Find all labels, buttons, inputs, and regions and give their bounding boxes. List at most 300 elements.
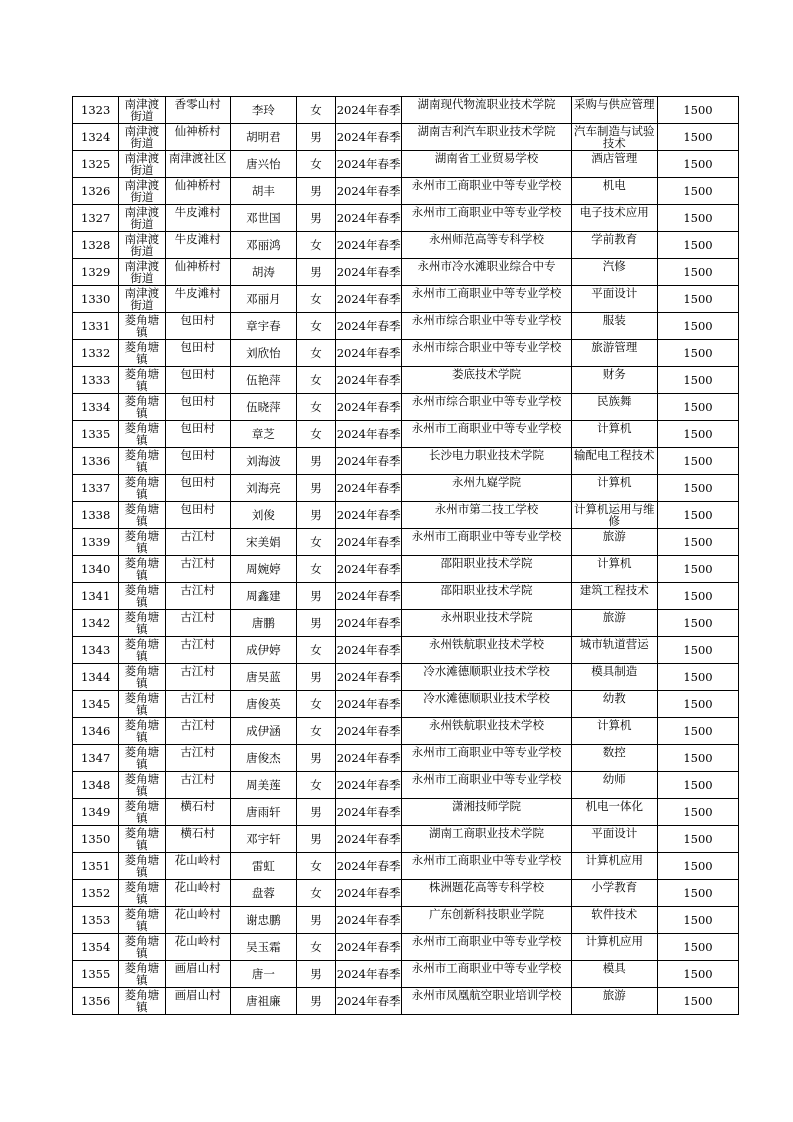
amount-cell-text: 1500 <box>683 346 713 360</box>
school-cell <box>402 988 571 1015</box>
gender-cell <box>297 853 336 880</box>
student-name-cell-text: 成伊涵 <box>246 724 281 738</box>
village-cell-text: 牛皮滩村 <box>174 206 221 219</box>
amount-cell-text: 1500 <box>683 238 713 252</box>
major-cell <box>571 637 657 664</box>
row-number-cell-text: 1354 <box>81 940 111 954</box>
row-number-cell <box>73 97 119 124</box>
gender-cell-text: 女 <box>310 859 322 873</box>
major-cell <box>571 124 657 151</box>
school-cell-text: 永州九嶷学院 <box>451 476 521 489</box>
village-cell-text: 画眉山村 <box>174 962 221 975</box>
term-cell <box>335 961 401 988</box>
student-name-cell-text: 唐兴怡 <box>246 157 281 171</box>
row-number-cell <box>73 934 119 961</box>
major-cell-text: 机电一体化 <box>585 800 644 813</box>
amount-cell <box>657 772 738 799</box>
school-cell <box>402 826 571 853</box>
village-cell-text: 花山岭村 <box>174 908 221 921</box>
gender-cell <box>297 637 336 664</box>
student-name-cell <box>230 826 296 853</box>
town-cell <box>119 880 165 907</box>
student-name-cell-text: 伍艳萍 <box>246 373 281 387</box>
term-cell <box>335 124 401 151</box>
school-cell-text: 永州市工商职业中等专业学校 <box>411 746 562 759</box>
term-cell-text: 2024年春季 <box>336 373 401 387</box>
amount-cell-text: 1500 <box>683 832 713 846</box>
term-cell <box>335 475 401 502</box>
row-number-cell-text: 1330 <box>81 292 111 306</box>
student-name-cell-text: 唐俊英 <box>246 697 281 711</box>
gender-cell-text: 男 <box>310 994 322 1008</box>
term-cell-text: 2024年春季 <box>336 130 401 144</box>
town-cell <box>119 124 165 151</box>
student-name-cell-text: 唐祖廉 <box>246 994 281 1008</box>
town-cell-text: 菱角塘镇 <box>124 557 160 581</box>
town-cell <box>119 475 165 502</box>
major-cell <box>571 853 657 880</box>
student-name-cell <box>230 853 296 880</box>
village-cell <box>165 718 230 745</box>
major-cell <box>571 178 657 205</box>
student-name-cell-text: 李玲 <box>251 103 275 117</box>
gender-cell <box>297 745 336 772</box>
town-cell-text: 菱角塘镇 <box>124 827 160 851</box>
village-cell-text: 画眉山村 <box>174 989 221 1002</box>
gender-cell <box>297 961 336 988</box>
table-row <box>73 97 739 124</box>
gender-cell-text: 女 <box>310 292 322 306</box>
major-cell <box>571 97 657 124</box>
major-cell-text: 幼教 <box>602 692 626 705</box>
gender-cell-text: 男 <box>310 508 322 522</box>
major-cell <box>571 151 657 178</box>
school-cell <box>402 205 571 232</box>
village-cell <box>165 988 230 1015</box>
village-cell-text: 包田村 <box>180 341 215 354</box>
row-number-cell-text: 1338 <box>81 508 111 522</box>
school-cell-text: 永州市工商职业中等专业学校 <box>411 530 562 543</box>
amount-cell-text: 1500 <box>683 913 713 927</box>
table-row <box>73 232 739 259</box>
village-cell <box>165 826 230 853</box>
school-cell <box>402 97 571 124</box>
row-number-cell <box>73 529 119 556</box>
town-cell <box>119 286 165 313</box>
amount-cell-text: 1500 <box>683 157 713 171</box>
amount-cell <box>657 421 738 448</box>
gender-cell-text: 男 <box>310 481 322 495</box>
student-name-cell-text: 唐雨轩 <box>246 805 281 819</box>
row-number-cell <box>73 772 119 799</box>
village-cell <box>165 232 230 259</box>
village-cell <box>165 610 230 637</box>
student-name-cell-text: 唐俊杰 <box>246 751 281 765</box>
row-number-cell-text: 1347 <box>81 751 111 765</box>
term-cell-text: 2024年春季 <box>336 562 401 576</box>
row-number-cell <box>73 988 119 1015</box>
table-row <box>73 691 739 718</box>
amount-cell-text: 1500 <box>683 184 713 198</box>
row-number-cell-text: 1333 <box>81 373 111 387</box>
row-number-cell <box>73 313 119 340</box>
term-cell-text: 2024年春季 <box>336 805 401 819</box>
row-number-cell <box>73 799 119 826</box>
table-row <box>73 772 739 799</box>
amount-cell-text: 1500 <box>683 724 713 738</box>
village-cell <box>165 772 230 799</box>
row-number-cell <box>73 637 119 664</box>
table-row <box>73 124 739 151</box>
town-cell <box>119 421 165 448</box>
school-cell-text: 永州市综合职业中等专业学校 <box>411 395 562 408</box>
school-cell-text: 娄底技术学院 <box>451 368 521 381</box>
school-cell-text: 邵阳职业技术学院 <box>440 584 533 597</box>
village-cell-text: 包田村 <box>180 476 215 489</box>
village-cell-text: 牛皮滩村 <box>174 233 221 246</box>
town-cell-text: 菱角塘镇 <box>124 692 160 716</box>
major-cell-text: 计算机应用 <box>585 935 644 948</box>
amount-cell-text: 1500 <box>683 481 713 495</box>
school-cell-text: 永州市冷水滩职业综合中专 <box>417 260 556 273</box>
school-cell-text: 永州市工商职业中等专业学校 <box>411 179 562 192</box>
student-name-cell-text: 唐一 <box>251 967 275 981</box>
gender-cell-text: 女 <box>310 319 322 333</box>
term-cell <box>335 286 401 313</box>
major-cell-text: 计算机 <box>597 422 632 435</box>
village-cell-text: 古江村 <box>180 665 215 678</box>
student-name-cell-text: 周鑫建 <box>246 589 281 603</box>
major-cell <box>571 232 657 259</box>
amount-cell <box>657 583 738 610</box>
village-cell-text: 横石村 <box>180 800 215 813</box>
student-name-cell-text: 章芝 <box>251 427 275 441</box>
table-row <box>73 421 739 448</box>
school-cell-text: 永州市工商职业中等专业学校 <box>411 773 562 786</box>
row-number-cell <box>73 610 119 637</box>
major-cell <box>571 610 657 637</box>
village-cell-text: 古江村 <box>180 692 215 705</box>
major-cell <box>571 907 657 934</box>
major-cell <box>571 772 657 799</box>
gender-cell-text: 男 <box>310 589 322 603</box>
term-cell-text: 2024年春季 <box>336 103 401 117</box>
term-cell-text: 2024年春季 <box>336 940 401 954</box>
student-name-cell <box>230 313 296 340</box>
student-name-cell-text: 盘蓉 <box>251 886 275 900</box>
amount-cell-text: 1500 <box>683 130 713 144</box>
major-cell-text: 计算机 <box>597 557 632 570</box>
town-cell-text: 菱角塘镇 <box>124 503 160 527</box>
gender-cell-text: 男 <box>310 211 322 225</box>
term-cell-text: 2024年春季 <box>336 319 401 333</box>
amount-cell-text: 1500 <box>683 535 713 549</box>
row-number-cell-text: 1351 <box>81 859 111 873</box>
amount-cell <box>657 286 738 313</box>
term-cell-text: 2024年春季 <box>336 616 401 630</box>
student-name-cell <box>230 151 296 178</box>
village-cell <box>165 907 230 934</box>
gender-cell-text: 女 <box>310 346 322 360</box>
amount-cell <box>657 745 738 772</box>
amount-cell-text: 1500 <box>683 751 713 765</box>
gender-cell-text: 女 <box>310 535 322 549</box>
amount-cell <box>657 448 738 475</box>
gender-cell <box>297 97 336 124</box>
major-cell-text: 软件技术 <box>591 908 638 921</box>
school-cell-text: 冷水滩德顺职业技术学校 <box>423 665 550 678</box>
row-number-cell-text: 1344 <box>81 670 111 684</box>
school-cell-text: 株洲题花高等专科学校 <box>428 881 544 894</box>
major-cell-text: 模具制造 <box>591 665 638 678</box>
student-name-cell-text: 刘海亮 <box>246 481 281 495</box>
school-cell-text: 永州市综合职业中等专业学校 <box>411 314 562 327</box>
table-row <box>73 745 739 772</box>
gender-cell-text: 男 <box>310 670 322 684</box>
major-cell-text: 旅游管理 <box>591 341 638 354</box>
school-cell-text: 潇湘技师学院 <box>451 800 521 813</box>
village-cell <box>165 556 230 583</box>
gender-cell <box>297 340 336 367</box>
row-number-cell <box>73 286 119 313</box>
table-row <box>73 286 739 313</box>
school-cell <box>402 961 571 988</box>
gender-cell <box>297 124 336 151</box>
major-cell <box>571 664 657 691</box>
table-row <box>73 151 739 178</box>
school-cell-text: 长沙电力职业技术学院 <box>428 449 544 462</box>
major-cell <box>571 340 657 367</box>
row-number-cell <box>73 124 119 151</box>
village-cell <box>165 313 230 340</box>
town-cell <box>119 637 165 664</box>
village-cell <box>165 124 230 151</box>
major-cell-text: 旅游 <box>602 611 626 624</box>
school-cell-text: 永州市第二技工学校 <box>434 503 539 516</box>
village-cell-text: 古江村 <box>180 557 215 570</box>
row-number-cell-text: 1343 <box>81 643 111 657</box>
town-cell <box>119 313 165 340</box>
term-cell-text: 2024年春季 <box>336 643 401 657</box>
gender-cell-text: 女 <box>310 886 322 900</box>
term-cell <box>335 934 401 961</box>
student-name-cell-text: 宋美娟 <box>246 535 281 549</box>
gender-cell-text: 男 <box>310 616 322 630</box>
amount-cell-text: 1500 <box>683 211 713 225</box>
amount-cell-text: 1500 <box>683 967 713 981</box>
village-cell-text: 包田村 <box>180 368 215 381</box>
village-cell-text: 古江村 <box>180 773 215 786</box>
gender-cell-text: 男 <box>310 454 322 468</box>
town-cell <box>119 529 165 556</box>
gender-cell-text: 女 <box>310 778 322 792</box>
town-cell-text: 菱角塘镇 <box>124 773 160 797</box>
gender-cell-text: 男 <box>310 967 322 981</box>
school-cell <box>402 124 571 151</box>
amount-cell-text: 1500 <box>683 454 713 468</box>
term-cell-text: 2024年春季 <box>336 913 401 927</box>
school-cell-text: 湖南吉利汽车职业技术学院 <box>417 125 556 138</box>
town-cell <box>119 772 165 799</box>
gender-cell <box>297 772 336 799</box>
amount-cell <box>657 151 738 178</box>
town-cell <box>119 205 165 232</box>
term-cell-text: 2024年春季 <box>336 346 401 360</box>
amount-cell-text: 1500 <box>683 319 713 333</box>
major-cell <box>571 448 657 475</box>
school-cell-text: 永州市凤凰航空职业培训学校 <box>411 989 562 1002</box>
town-cell <box>119 232 165 259</box>
village-cell <box>165 691 230 718</box>
term-cell-text: 2024年春季 <box>336 157 401 171</box>
amount-cell-text: 1500 <box>683 400 713 414</box>
amount-cell <box>657 529 738 556</box>
table-row <box>73 718 739 745</box>
major-cell-text: 采购与供应管理 <box>574 98 655 111</box>
major-cell-text: 汽车制造与试验技术 <box>574 125 655 149</box>
student-name-cell-text: 刘欣怡 <box>246 346 281 360</box>
amount-cell-text: 1500 <box>683 508 713 522</box>
term-cell-text: 2024年春季 <box>336 211 401 225</box>
gender-cell <box>297 367 336 394</box>
school-cell <box>402 691 571 718</box>
school-cell <box>402 880 571 907</box>
table-row <box>73 610 739 637</box>
table-row <box>73 529 739 556</box>
gender-cell-text: 女 <box>310 157 322 171</box>
major-cell-text: 旅游 <box>602 530 626 543</box>
gender-cell-text: 女 <box>310 562 322 576</box>
amount-cell <box>657 880 738 907</box>
term-cell <box>335 394 401 421</box>
school-cell <box>402 232 571 259</box>
term-cell <box>335 421 401 448</box>
village-cell-text: 南津渡社区 <box>168 152 227 165</box>
row-number-cell-text: 1329 <box>81 265 111 279</box>
village-cell-text: 古江村 <box>180 719 215 732</box>
village-cell-text: 花山岭村 <box>174 881 221 894</box>
major-cell-text: 旅游 <box>602 989 626 1002</box>
amount-cell-text: 1500 <box>683 778 713 792</box>
table-row <box>73 853 739 880</box>
major-cell-text: 酒店管理 <box>591 152 638 165</box>
student-name-cell-text: 周美莲 <box>246 778 281 792</box>
gender-cell <box>297 583 336 610</box>
town-cell-text: 菱角塘镇 <box>124 611 160 635</box>
school-cell <box>402 934 571 961</box>
village-cell <box>165 664 230 691</box>
town-cell-text: 南津渡街道 <box>124 98 160 122</box>
student-name-cell-text: 周婉婷 <box>246 562 281 576</box>
student-name-cell <box>230 907 296 934</box>
school-cell <box>402 637 571 664</box>
term-cell <box>335 583 401 610</box>
amount-cell-text: 1500 <box>683 940 713 954</box>
school-cell-text: 永州市工商职业中等专业学校 <box>411 962 562 975</box>
major-cell-text: 计算机 <box>597 476 632 489</box>
school-cell <box>402 556 571 583</box>
school-cell-text: 永州铁航职业技术学校 <box>428 638 544 651</box>
term-cell-text: 2024年春季 <box>336 238 401 252</box>
gender-cell-text: 女 <box>310 940 322 954</box>
gender-cell <box>297 880 336 907</box>
table-row <box>73 178 739 205</box>
town-cell-text: 南津渡街道 <box>124 206 160 230</box>
amount-cell <box>657 124 738 151</box>
school-cell-text: 永州师范高等专科学校 <box>428 233 544 246</box>
amount-cell <box>657 367 738 394</box>
term-cell <box>335 772 401 799</box>
major-cell <box>571 394 657 421</box>
student-name-cell <box>230 664 296 691</box>
major-cell-text: 平面设计 <box>591 827 638 840</box>
term-cell-text: 2024年春季 <box>336 535 401 549</box>
gender-cell-text: 女 <box>310 400 322 414</box>
amount-cell <box>657 664 738 691</box>
table-row <box>73 556 739 583</box>
row-number-cell <box>73 394 119 421</box>
gender-cell-text: 男 <box>310 265 322 279</box>
gender-cell <box>297 475 336 502</box>
amount-cell-text: 1500 <box>683 697 713 711</box>
major-cell <box>571 826 657 853</box>
major-cell-text: 计算机 <box>597 719 632 732</box>
town-cell <box>119 97 165 124</box>
row-number-cell-text: 1325 <box>81 157 111 171</box>
table-row <box>73 367 739 394</box>
student-name-cell <box>230 286 296 313</box>
town-cell <box>119 961 165 988</box>
town-cell <box>119 394 165 421</box>
student-name-cell <box>230 340 296 367</box>
school-cell <box>402 745 571 772</box>
village-cell-text: 仙神桥村 <box>174 179 221 192</box>
gender-cell-text: 女 <box>310 103 322 117</box>
term-cell-text: 2024年春季 <box>336 778 401 792</box>
village-cell <box>165 529 230 556</box>
major-cell <box>571 502 657 529</box>
student-name-cell <box>230 475 296 502</box>
gender-cell-text: 男 <box>310 805 322 819</box>
town-cell-text: 菱角塘镇 <box>124 476 160 500</box>
town-cell-text: 菱角塘镇 <box>124 530 160 554</box>
student-name-cell <box>230 934 296 961</box>
term-cell-text: 2024年春季 <box>336 670 401 684</box>
major-cell-text: 服装 <box>602 314 626 327</box>
table-row <box>73 475 739 502</box>
row-number-cell-text: 1336 <box>81 454 111 468</box>
term-cell <box>335 502 401 529</box>
amount-cell <box>657 826 738 853</box>
school-cell-text: 湖南现代物流职业技术学院 <box>417 98 556 111</box>
school-cell <box>402 853 571 880</box>
student-name-cell-text: 吴玉霜 <box>246 940 281 954</box>
gender-cell <box>297 502 336 529</box>
village-cell-text: 花山岭村 <box>174 854 221 867</box>
term-cell <box>335 880 401 907</box>
term-cell <box>335 853 401 880</box>
school-cell <box>402 313 571 340</box>
town-cell-text: 菱角塘镇 <box>124 800 160 824</box>
term-cell-text: 2024年春季 <box>336 454 401 468</box>
village-cell <box>165 583 230 610</box>
school-cell <box>402 259 571 286</box>
gender-cell <box>297 907 336 934</box>
gender-cell <box>297 718 336 745</box>
table-row <box>73 394 739 421</box>
gender-cell <box>297 205 336 232</box>
town-cell <box>119 826 165 853</box>
